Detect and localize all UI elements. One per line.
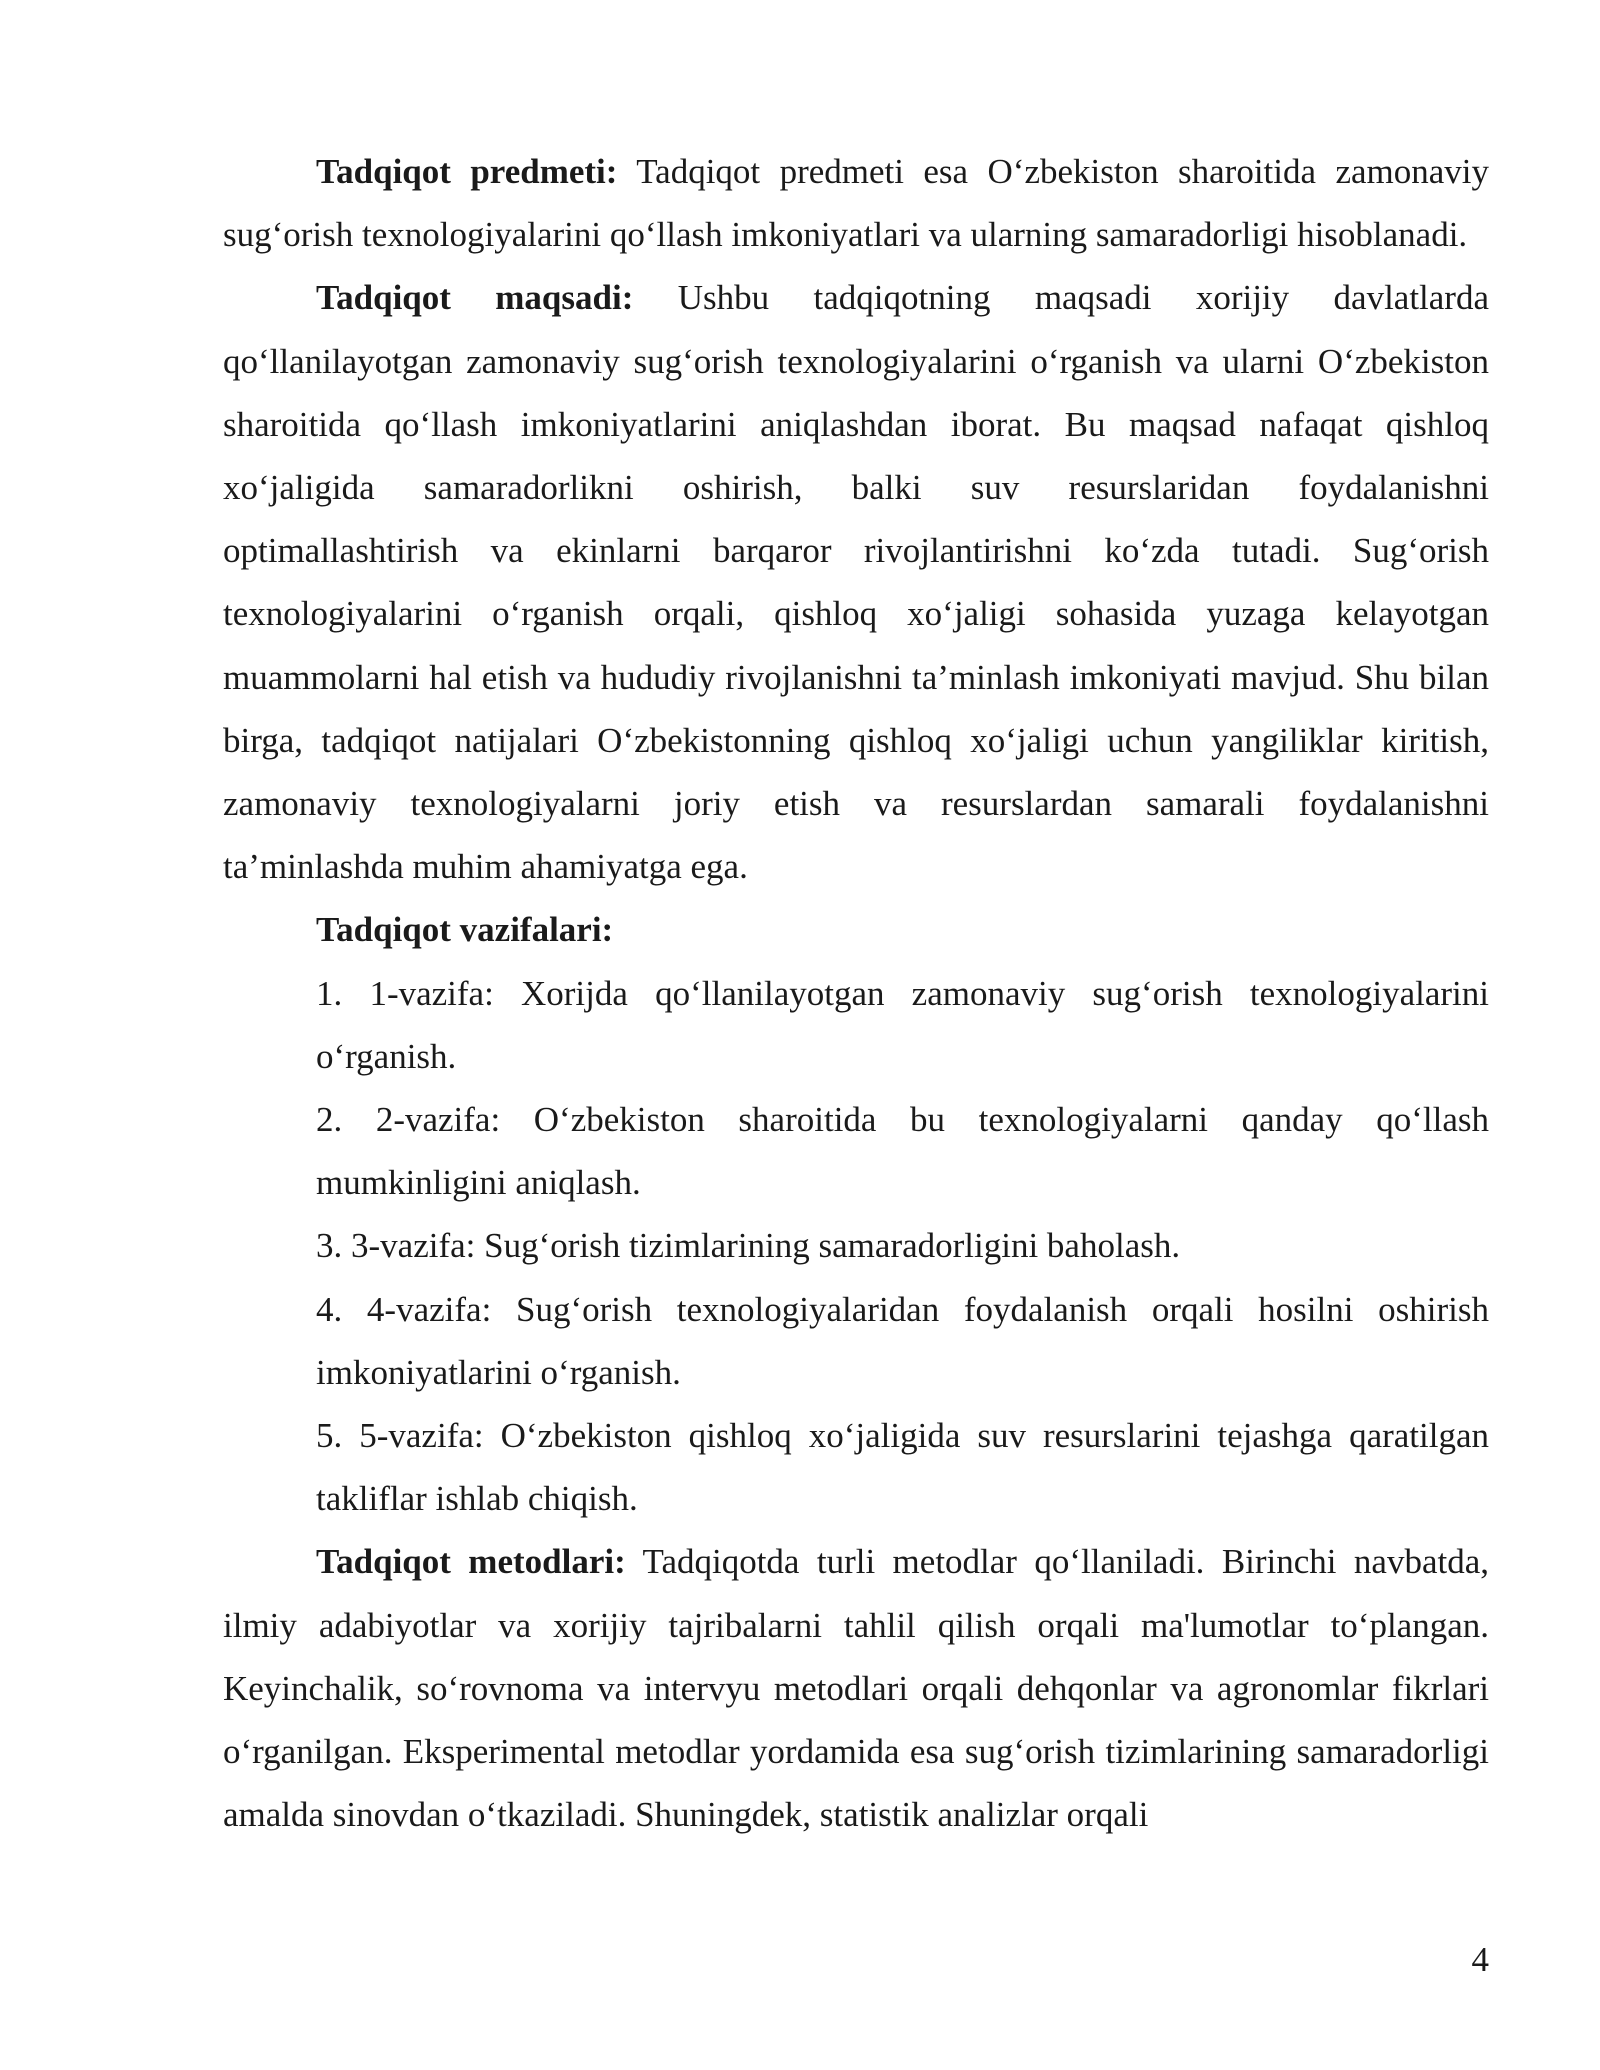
task-item-1: 1. 1-vazifa: Xorijda qo‘llanilayotgan zamonaviy sug‘orish texnologiyalarini o‘rganish.: [316, 973, 1489, 1076]
page-number: 4: [1471, 1940, 1489, 1979]
task-item-3: 3. 3-vazifa: Sug‘orish tizimlarining samaradorligini baholash.: [316, 1226, 1181, 1266]
paragraph-metodlari: [223, 1530, 1489, 1846]
heading-predmeti: Tadqiqot predmeti:: [316, 152, 618, 191]
task-item-5: 5. 5-vazifa: O‘zbekiston qishloq xo‘jaligida suv resurslarini tejashga qaratilgan takliflar ishlab chiqish.: [316, 1416, 1489, 1519]
text-metodlari: Tadqiqotda turli metodlar qo‘llaniladi. Birinchi navbatda, ilmiy adabiyotlar va xorijiy tajribalarni tahlil qilish orqali ma'lumotlar to‘plangan. Keyinchalik, so‘rovnoma va intervyu metodlari orqali dehqonlar va agronomlar fikrlari o‘rganilgan. Eksperimental metodlar yordamida esa sug‘orish tizimlarining samaradorligi amalda sinovdan o‘tkaziladi. Shuningdek, statistik analizlar orqali: [223, 1542, 1489, 1835]
text-maqsadi: Ushbu tadqiqotning maqsadi xorijiy davlatlarda qo‘llanilayotgan zamonaviy sug‘orish texnologiyalarini o‘rganish va ularni O‘zbekiston sharoitida qo‘llash imkoniyatlarini aniqlashdan iborat. Bu maqsad nafaqat qishloq xo‘jaligida samaradorlikni oshirish, balki suv resurslaridan foydalanishni optimallashtirish va ekinlarni barqaror rivojlantirishni ko‘zda tutadi. Sug‘orish texnologiyalarini o‘rganish orqali, qishloq xo‘jaligi sohasida yuzaga kelayotgan muammolarni hal etish va hududiy rivojlanishni ta’minlash imkoniyati mavjud. Shu bilan birga, tadqiqot natijalari O‘zbekistonning qishloq xo‘jaligi uchun yangiliklar kiritish, zamonaviy texnologiyalarni joriy etish va resurslardan samarali foydalanishni ta’minlashda muhim ahamiyatga ega.: [223, 278, 1489, 887]
paragraph-maqsadi: [223, 266, 1489, 898]
task-item-4: 4. 4-vazifa: Sug‘orish texnologiyalaridan foydalanish orqali hosilni oshirish imkoniyatlarini o‘rganish.: [316, 1289, 1489, 1392]
heading-metodlari: Tadqiqot metodlari:: [316, 1542, 626, 1582]
task-item-2: 2. 2-vazifa: O‘zbekiston sharoitida bu texnologiyalarni qanday qo‘llash mumkinligini aniqlash.: [316, 1100, 1489, 1203]
document-page: [223, 140, 1489, 1846]
heading-maqsadi: Tadqiqot maqsadi:: [316, 278, 634, 318]
heading-vazifalari: [223, 898, 1489, 961]
paragraph-predmeti: [223, 140, 1489, 266]
text-predmeti: Tadqiqot predmeti esa O‘zbekiston sharoitida zamonaviy sug‘orish texnologiyalarini qo‘llash imkoniyatlari va ularning samaradorligi hisoblanadi.: [223, 152, 1490, 255]
heading-vazifalari-label: Tadqiqot vazifalari:: [316, 910, 614, 950]
